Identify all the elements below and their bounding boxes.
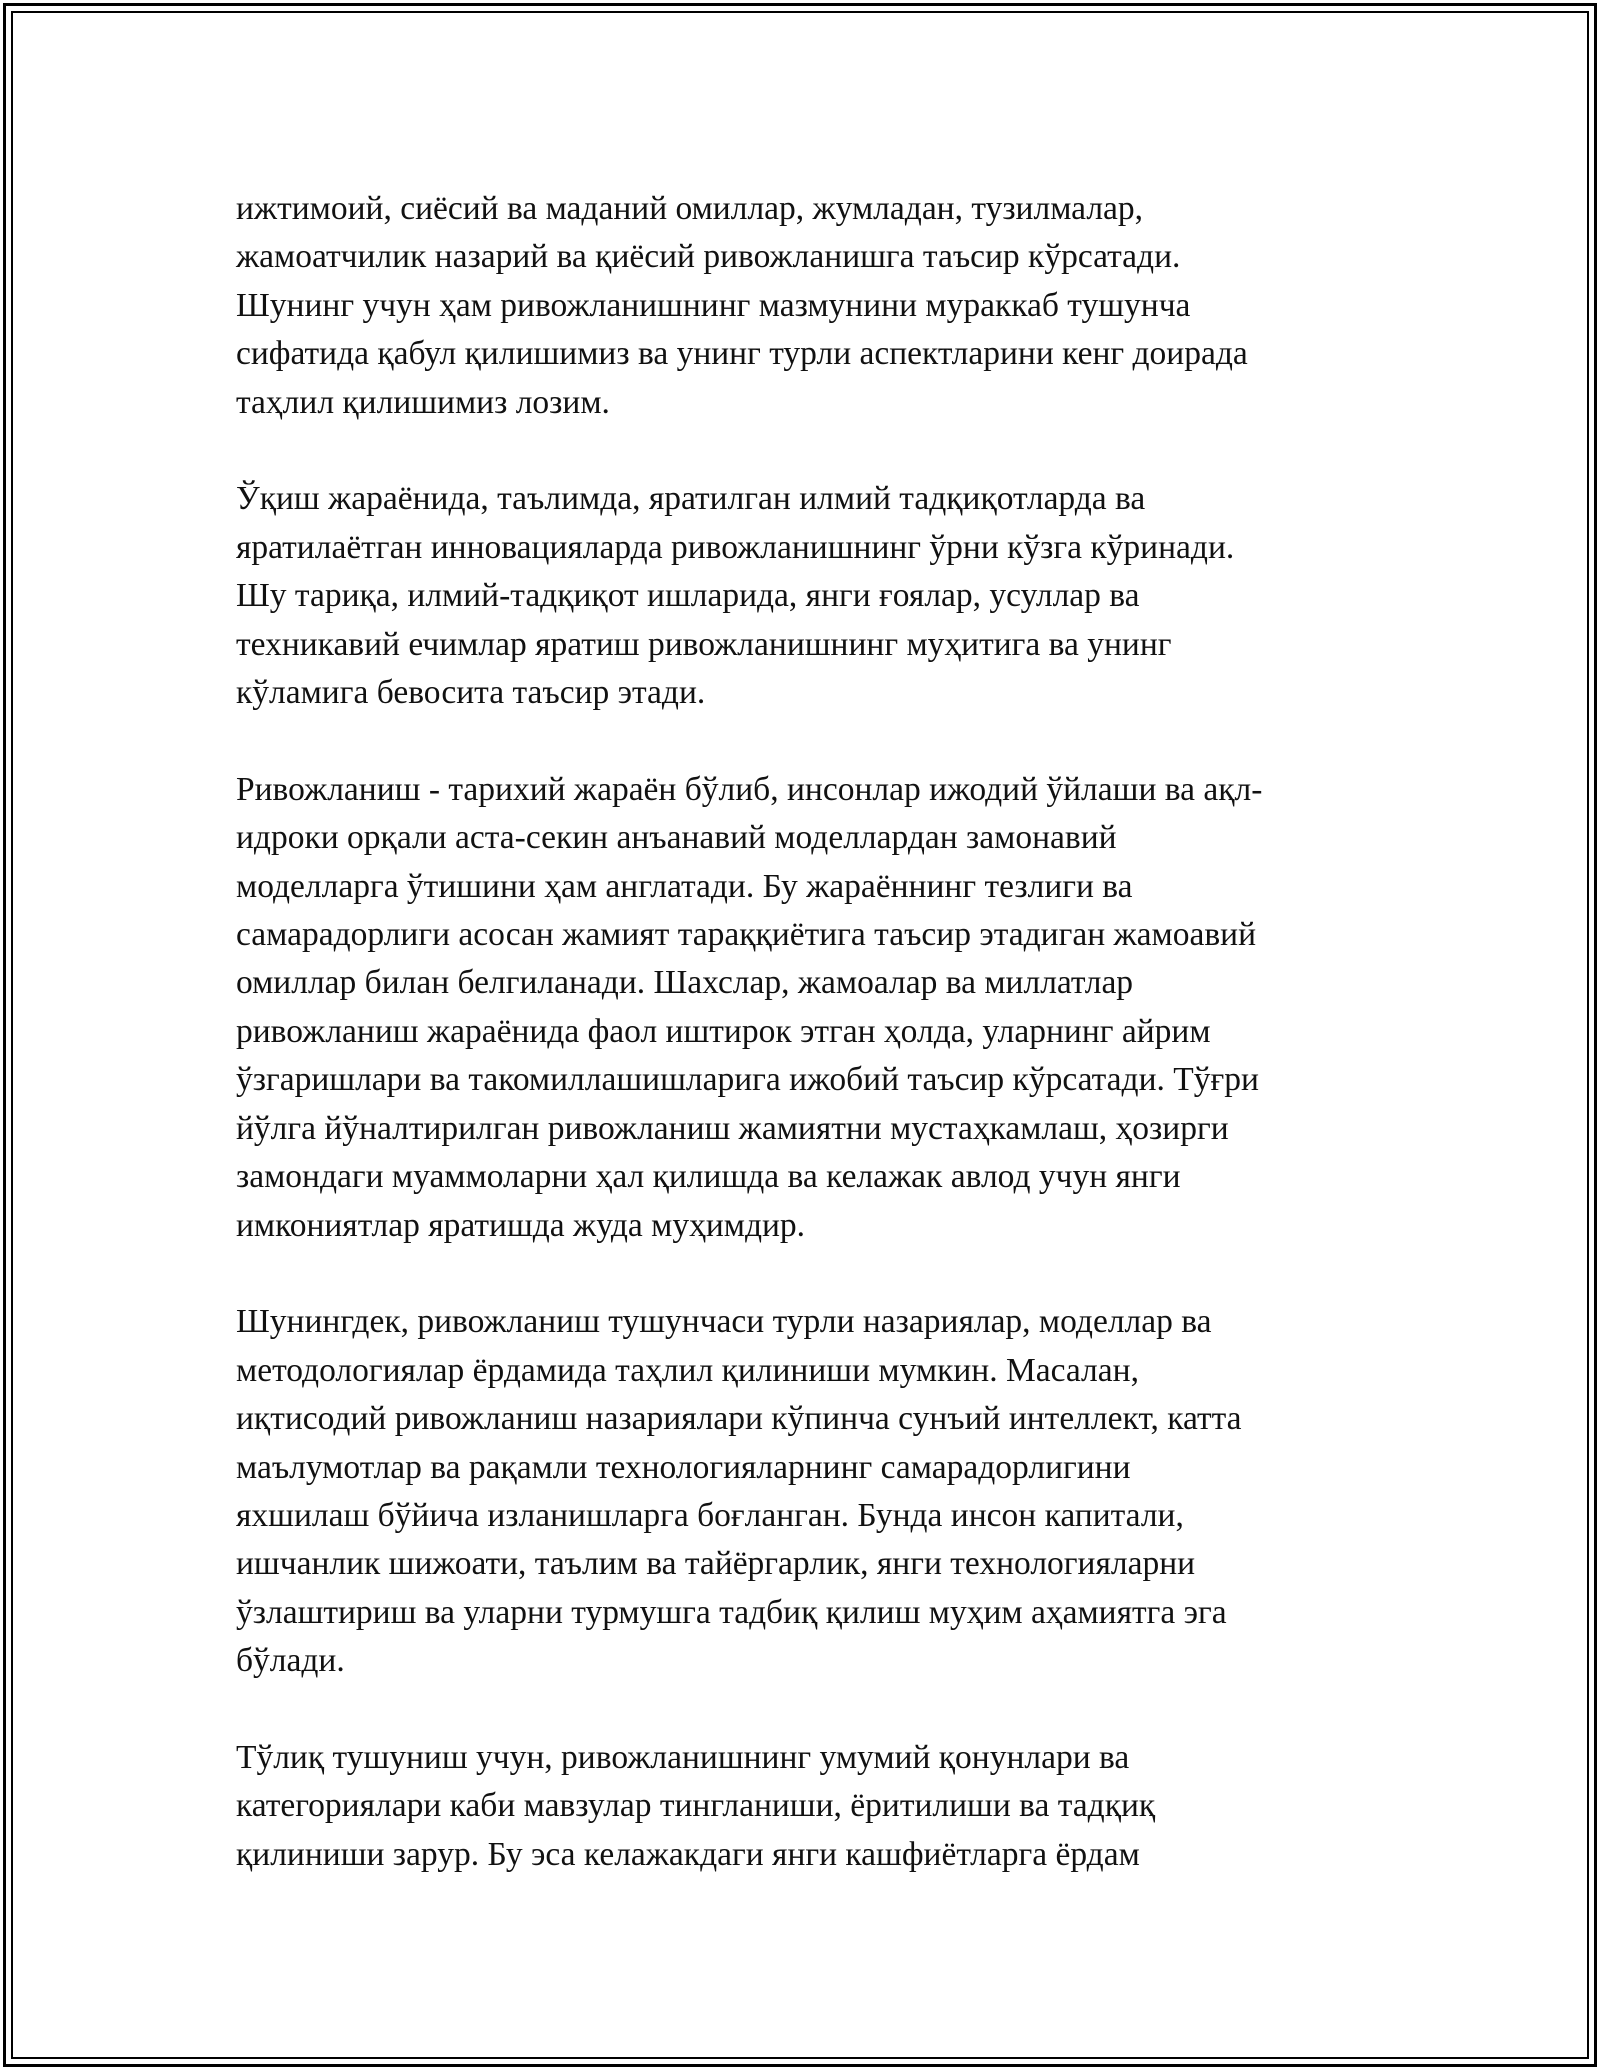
- text-line: таҳлил қилишимиз лозим.: [236, 383, 610, 421]
- text-line: маълумотлар ва рақамли технологияларнинг самарадорлигини: [236, 1448, 1131, 1486]
- text-line: ишчанлик шижоати, таълим ва тайёргарлик, янги технологияларни: [236, 1545, 1196, 1583]
- text-line: категориялари каби мавзулар тингланиши, ёритилиши ва тадқиқ: [236, 1787, 1156, 1825]
- document-body: [236, 185, 1366, 1928]
- text-line: техникавий ечимлар яратиш ривожланишнинг муҳитига ва унинг: [236, 625, 1172, 663]
- text-line: идроки орқали аста-секин анъанавий моделлардан замонавий: [236, 819, 1117, 857]
- text-line: яратилаётган инновацияларда ривожланишнинг ўрни кўзга кўринади.: [236, 528, 1235, 566]
- text-line: Ривожланиш - тарихий жараён бўлиб, инсонлар ижодий ўйлаши ва ақл-: [236, 770, 1263, 808]
- paragraph-5: [236, 1734, 1366, 1879]
- text-line: самарадорлиги асосан жамият тараққиётига таъсир этадиган жамоавий: [236, 916, 1257, 954]
- text-line: йўлга йўналтирилган ривожланиш жамиятни мустаҳкамлаш, ҳозирги: [236, 1109, 1229, 1147]
- text-line: яхшилаш бўйича изланишларга боғланган. Бунда инсон капитали,: [236, 1496, 1184, 1534]
- text-line: Шунингдек, ривожланиш тушунчаси турли назариялар, моделлар ва: [236, 1303, 1212, 1341]
- paragraph-4: [236, 1298, 1366, 1685]
- text-line: ўзлаштириш ва уларни турмушга тадбиқ қилиш муҳим аҳамиятга эга: [236, 1593, 1227, 1631]
- text-line: Шу тариқа, илмий-тадқиқот ишларида, янги ғоялар, усуллар ва: [236, 577, 1140, 615]
- paragraph-1: [236, 185, 1366, 427]
- text-line: иқтисодий ривожланиш назариялари кўпинча сунъий интеллект, катта: [236, 1400, 1242, 1438]
- text-line: ижтимоий, сиёсий ва маданий омиллар, жумладан, тузилмалар,: [236, 190, 1144, 227]
- text-line: бўлади.: [236, 1642, 345, 1680]
- text-line: қилиниши зарур. Бу эса келажакдаги янги кашфиётларга ёрдам: [236, 1835, 1140, 1873]
- text-line: имкониятлар яратишда жуда муҳимдир.: [236, 1206, 806, 1244]
- text-line: ривожланиш жараёнида фаол иштирок этган ҳолда, уларнинг айрим: [236, 1012, 1211, 1050]
- text-line: Тўлиқ тушуниш учун, ривожланишнинг умумий қонунлари ва: [236, 1738, 1130, 1776]
- text-line: сифатида қабул қилишимиз ва унинг турли аспектларини кенг доирада: [236, 335, 1248, 373]
- text-line: омиллар билан белгиланади. Шахслар, жамоалар ва миллатлар: [236, 964, 1134, 1002]
- text-line: моделларга ўтишини ҳам англатади. Бу жараённинг тезлиги ва: [236, 867, 1133, 905]
- paragraph-2: [236, 475, 1366, 717]
- text-line: кўламига бевосита таъсир этади.: [236, 674, 706, 712]
- text-line: жамоатчилик назарий ва қиёсий ривожланишга таъсир кўрсатади.: [236, 238, 1181, 276]
- text-line: Шунинг учун ҳам ривожланишнинг мазмунини мураккаб тушунча: [236, 286, 1191, 324]
- text-line: Ўқиш жараёнида, таълимда, яратилган илмий тадқиқотларда ва: [236, 480, 1146, 518]
- text-line: замондаги муаммоларни ҳал қилишда ва келажак авлод учун янги: [236, 1158, 1181, 1196]
- text-line: ўзгаришлари ва такомиллашишларига ижобий таъсир кўрсатади. Тўғри: [236, 1061, 1259, 1099]
- paragraph-3: [236, 766, 1366, 1250]
- text-line: методологиялар ёрдамида таҳлил қилиниши мумкин. Масалан,: [236, 1351, 1139, 1389]
